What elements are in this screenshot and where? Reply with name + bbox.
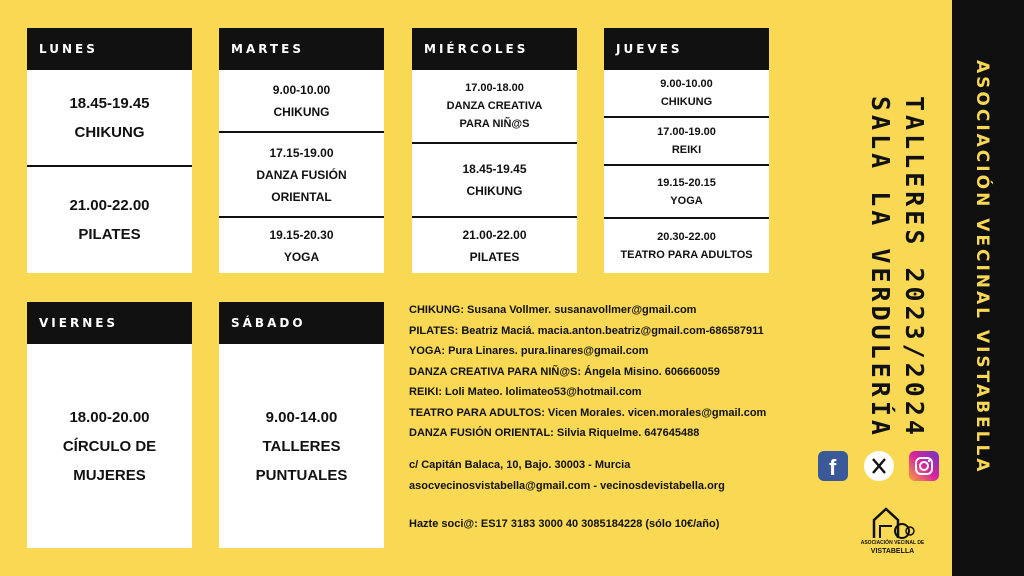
instructor-text: Pura Linares. pura.linares@gmail.com bbox=[445, 345, 649, 357]
slot-time: 9.00-10.00 bbox=[272, 82, 331, 97]
slot-time: 17.15-19.00 bbox=[269, 145, 334, 160]
schedule-slot bbox=[604, 70, 769, 118]
instructor-list bbox=[409, 300, 829, 444]
instructor-label: DANZA FUSIÓN ORIENTAL: bbox=[409, 427, 554, 439]
schedule-slot bbox=[27, 167, 192, 273]
slot-time: 17.00-19.00 bbox=[657, 126, 716, 138]
instructor-label: REIKI: bbox=[409, 386, 442, 398]
slot-activity: REIKI bbox=[671, 144, 702, 156]
slot-activity: YOGA bbox=[283, 249, 320, 264]
slot-time: 20.30-22.00 bbox=[657, 231, 716, 243]
facebook-icon[interactable] bbox=[818, 451, 848, 481]
instagram-icon[interactable] bbox=[909, 451, 939, 481]
day-card-sabado bbox=[219, 302, 384, 548]
slot-time: 21.00-22.00 bbox=[69, 197, 150, 214]
day-card-martes bbox=[219, 28, 384, 273]
slot-activity-line2: MUJERES bbox=[73, 466, 146, 484]
instructor-text: Vicen Morales. vicen.morales@gmail.com bbox=[544, 406, 767, 419]
svg-text:f: f bbox=[829, 455, 837, 480]
slot-time: 19.15-20.15 bbox=[657, 176, 716, 189]
slot-activity: CHIKUNG bbox=[466, 184, 523, 198]
page-title bbox=[863, 96, 931, 439]
schedule-slot bbox=[219, 344, 384, 548]
slot-activity: YOGA bbox=[670, 194, 703, 207]
slot-time: 18.45-19.45 bbox=[69, 94, 150, 112]
day-card-jueves bbox=[604, 28, 769, 273]
title-line-2: SALA LA VERDULERÍA bbox=[866, 96, 895, 439]
slot-time: 19.15-20.30 bbox=[269, 227, 334, 242]
slot-activity: PILATES bbox=[78, 226, 141, 243]
slot-time: 18.00-20.00 bbox=[69, 408, 150, 426]
logo-line-1: ASOCIACIÓN VECINAL DE bbox=[860, 540, 925, 546]
instructor-row bbox=[409, 300, 829, 321]
schedule-slot bbox=[219, 133, 384, 218]
slot-activity: DANZA CREATIVA bbox=[446, 100, 543, 112]
address-text: c/ Capitán Balaca, 10, Bajo. 30003 - Murcia bbox=[409, 459, 631, 471]
instructor-row bbox=[409, 341, 829, 362]
schedule-slot bbox=[412, 218, 577, 273]
instructor-row bbox=[409, 403, 829, 424]
day-card-viernes bbox=[27, 302, 192, 548]
schedule-slot bbox=[604, 219, 769, 273]
instructor-row bbox=[409, 321, 829, 342]
schedule-slot bbox=[412, 70, 577, 144]
day-header: MIÉRCOLES bbox=[412, 28, 577, 70]
schedule-slot bbox=[604, 166, 769, 219]
day-header: SÁBADO bbox=[219, 302, 384, 344]
slot-time: 17.00-18.00 bbox=[465, 82, 524, 94]
schedule-slot bbox=[604, 118, 769, 166]
schedule-slot bbox=[219, 218, 384, 273]
instructor-label: PILATES: bbox=[409, 324, 459, 337]
instructor-label: TEATRO PARA ADULTOS: bbox=[409, 406, 545, 419]
slot-activity: CHIKUNG bbox=[660, 96, 713, 108]
instructor-text: Susana Vollmer. susanavollmer@gmail.com bbox=[464, 304, 697, 316]
web-contact-text: asocvecinosvistabella@gmail.com - vecinosdevistabella.org bbox=[409, 480, 725, 492]
instructor-label: DANZA CREATIVA PARA NIÑ@S: bbox=[409, 365, 582, 378]
slot-activity-line2: ORIENTAL bbox=[271, 189, 332, 204]
slot-time: 21.00-22.00 bbox=[462, 227, 527, 242]
slot-time: 9.00-14.00 bbox=[265, 408, 338, 426]
slot-time: 9.00-10.00 bbox=[660, 78, 713, 90]
instructor-row bbox=[409, 362, 829, 383]
day-header: MARTES bbox=[219, 28, 384, 70]
logo-line-2: VISTABELLA bbox=[870, 548, 915, 555]
instructor-label: YOGA: bbox=[409, 345, 446, 357]
logo-caption bbox=[850, 540, 935, 556]
title-line-1: TALLERES 2023/2024 bbox=[900, 96, 929, 439]
x-icon[interactable] bbox=[864, 451, 894, 481]
instructor-text: Ángela Misino. 606660059 bbox=[581, 365, 720, 378]
day-header: VIERNES bbox=[27, 302, 192, 344]
slot-activity: TEATRO PARA ADULTOS bbox=[620, 249, 753, 261]
slot-activity: PILATES bbox=[469, 249, 520, 264]
day-card-lunes bbox=[27, 28, 192, 273]
instructor-label: CHIKUNG: bbox=[409, 304, 464, 316]
slot-activity: TALLERES bbox=[262, 437, 341, 455]
slot-activity: CÍRCULO DE bbox=[62, 437, 157, 455]
slot-activity: CHIKUNG bbox=[74, 123, 145, 141]
instructor-row bbox=[409, 382, 829, 403]
slot-activity: DANZA FUSIÓN bbox=[256, 167, 347, 182]
instructor-text: Loli Mateo. lolimateo53@hotmail.com bbox=[442, 386, 642, 398]
membership-text: Hazte soci@: ES17 3183 3000 40 3085184228 (sólo 10€/año) bbox=[409, 518, 720, 530]
instructor-row bbox=[409, 423, 829, 444]
schedule-slot bbox=[219, 70, 384, 133]
schedule-slot bbox=[27, 70, 192, 167]
day-card-miercoles bbox=[412, 28, 577, 273]
day-header: LUNES bbox=[27, 28, 192, 70]
instructor-text: Beatriz Maciá. macia.anton.beatriz@gmail.com-686587911 bbox=[458, 324, 764, 337]
schedule-slot bbox=[412, 144, 577, 218]
slot-time: 18.45-19.45 bbox=[462, 162, 527, 176]
slot-activity: CHIKUNG bbox=[273, 104, 330, 119]
slot-activity-line2: PUNTUALES bbox=[255, 466, 348, 484]
day-header: JUEVES bbox=[604, 28, 769, 70]
schedule-slot bbox=[27, 344, 192, 548]
association-name: ASOCIACIÓN VECINAL VISTABELLA bbox=[972, 60, 992, 475]
slot-activity-line2: PARA NIÑ@S bbox=[459, 118, 530, 130]
instructor-text: Silvia Riquelme. 647645488 bbox=[553, 427, 700, 439]
